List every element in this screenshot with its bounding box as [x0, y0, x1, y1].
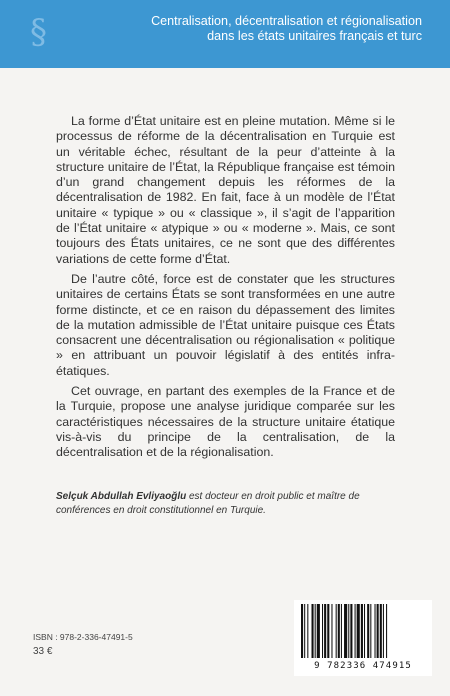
barcode-bar [348, 604, 349, 658]
barcode-bar [370, 604, 371, 658]
section-sign-icon: § [30, 12, 47, 52]
summary-paragraph-1: La forme d’État unitaire est en pleine mutation. Même si le processus de réforme de la décentralisation en Turquie est un véritable échec, résultant de la peur d’atteinte à la structure unitaire de l’État, la République française est témoin d’un grand changement depuis les réformes de la décentralisation de 1982. En fait, face à un modèle de l’État unitaire « typique » ou « classique », il s’agit de l’apparition de l’État unitaire « atypique » ou « moderne ». Mais, ce sont toujours des États unitaires, ce ne sont que des différentes variations de cette forme d’État. [56, 114, 395, 266]
price-label: 33 € [33, 646, 53, 657]
barcode-bar [341, 604, 342, 658]
barcode-bar [380, 604, 382, 658]
back-cover-summary [56, 114, 395, 466]
barcode-bar [338, 604, 340, 658]
barcode-bar [327, 604, 329, 658]
barcode-number: 9 782336 474915 [314, 661, 412, 671]
barcode-bar [307, 604, 308, 658]
barcode-bar [317, 604, 320, 658]
barcode-bar [386, 604, 387, 658]
barcode-bar [367, 604, 369, 658]
barcode-bar [312, 604, 314, 658]
barcode-bar [377, 604, 379, 658]
barcode-bar [361, 604, 363, 658]
barcode-bar [357, 604, 360, 658]
header-banner [0, 0, 450, 68]
barcode-bar [375, 604, 376, 658]
barcode-bar [364, 604, 365, 658]
summary-paragraph-3: Cet ouvrage, en partant des exemples de la France et de la Turquie, propose une analyse juridique comparée sur les caractéristiques nécessaires de la structure unitaire étatique vis-à-vis du principe de la centralisation, de la décentralisation et de la régionalisation. [56, 384, 395, 460]
book-title [42, 14, 422, 44]
author-name: Selçuk Abdullah Evliyaoğlu [56, 491, 187, 502]
author-bio [56, 490, 395, 517]
summary-paragraph-2: De l’autre côté, force est de constater que les structures unitaires de certains États se sont transformées en une autre forme distincte, et ce en raison du dépassement des limites de la mutation admissible de l’État unitaire puisque ces États consacrent une décentralisation ou régionalisation « politique » en attribuant un pouvoir législatif à des entités infra-étatiques. [56, 271, 395, 378]
barcode-bar [355, 604, 356, 658]
book-title-line-2: dans les états unitaires français et turc [207, 29, 422, 43]
barcode [294, 600, 432, 676]
barcode-bar [350, 604, 352, 658]
barcode-bar [315, 604, 316, 658]
barcode-bar [344, 604, 347, 658]
book-title-line-1: Centralisation, décentralisation et régionalisation [151, 14, 422, 28]
barcode-bar [383, 604, 384, 658]
barcode-bar [301, 604, 303, 658]
author-bio-text: est docteur en droit public et maître de conférences en droit constitutionnel en Turquie. [56, 491, 360, 516]
barcode-bar [324, 604, 326, 658]
barcode-bar [304, 604, 305, 658]
barcode-bar [331, 604, 332, 658]
barcode-bar [336, 604, 337, 658]
isbn-label: ISBN : 978-2-336-47491-5 [33, 632, 133, 642]
barcode-bars [298, 604, 428, 660]
barcode-bar [322, 604, 323, 658]
